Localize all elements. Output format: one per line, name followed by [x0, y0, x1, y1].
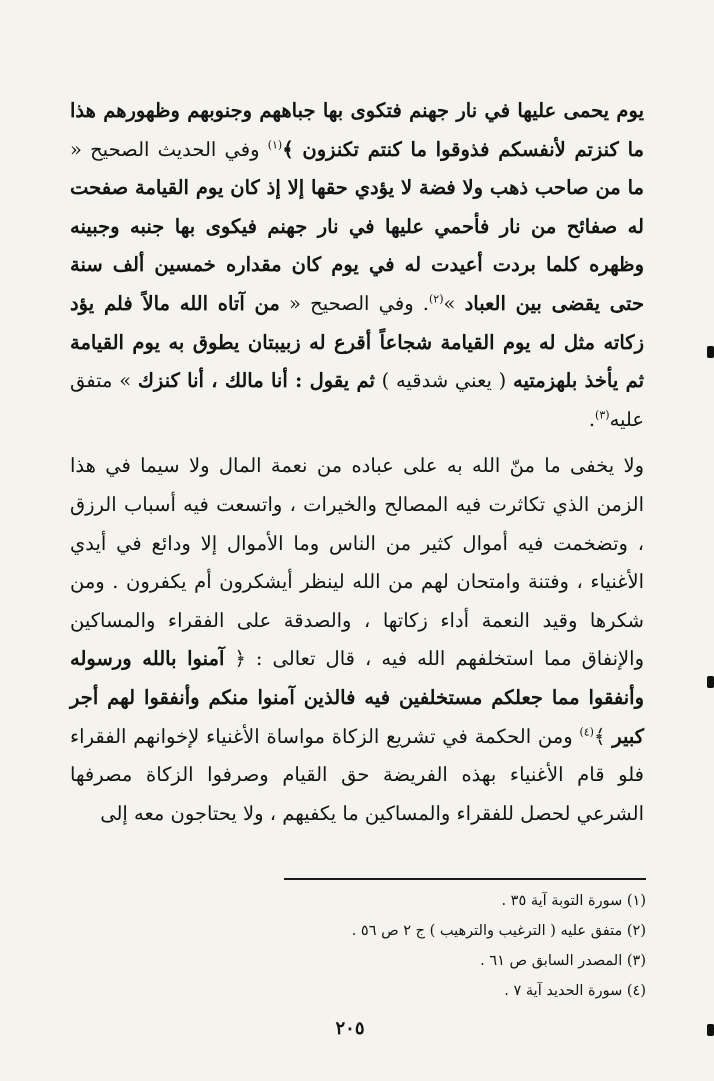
paragraph-2	[70, 447, 644, 833]
text-run: ﴾	[593, 724, 613, 748]
text-run: »	[443, 291, 465, 315]
footnote-2: (٢) متفق عليه ( الترغيب والترهيب ) ج ٢ ص ٥٦ .	[351, 923, 646, 939]
footnote-ref-3: (٣)	[595, 408, 610, 422]
text-run: . وفي الصحيح «	[279, 291, 429, 315]
scan-edge-mark	[707, 676, 714, 688]
footnote-ref-4: (٤)	[579, 725, 594, 738]
paragraph-1	[70, 92, 644, 439]
footnote-1: (١) سورة التوبة آية ٣٥ .	[501, 893, 646, 909]
footnotes	[260, 886, 646, 1006]
page-body	[70, 92, 644, 833]
quran-quote-1: يوم يحمى عليها في نار جهنم فتكوى بها جباههم وجنوبهم وظهورهم هذا ما كنزتم لأنفسكم فذوقوا ما كنتم تكنزون ﴾	[70, 99, 644, 161]
footnote-ref-2: (٢)	[429, 292, 444, 306]
text-run: ولا يخفى ما منّ الله به على عباده من نعمة المال ولا سيما في هذا الزمن الذي تكاثرت فيه المصالح والخيرات ، واتسعت فيه أسباب الرزق ، وتضخمت فيه أموال كثير من الناس وما الأموال إلا ودائع في أيدي الأغنياء ، وفتنة وامتحان لهم من الله لينظر أيشكرون أم يكفرون . ومن شكرها وقيد النعمة أداء زكاتها ، والصدقة على الفقراء والمساكين والإنفاق مما استخلفهم الله فيه ، قال تعالى : ﴿	[70, 454, 644, 671]
scan-edge-mark	[707, 346, 714, 358]
text-run: ومن الحكمة في تشريع الزكاة مواساة الأغنياء لإخوانهم الفقراء فلو قام الأغنياء بهذه الفريضة حق القيام وصرفوا الزكاة مصرفها الشرعي لحصل للفقراء والمساكين ما يكفيهم ، ولا يحتاجون معه إلى	[70, 724, 644, 825]
footnote-ref-1: (١)	[267, 138, 283, 152]
page-number: ٢٠٥	[335, 1018, 365, 1039]
hadith-quote-2-end: ثم يقول : أنا مالك ، أنا كنزك	[137, 369, 375, 393]
hadith-quote-2: من آتاه الله مالاً فلم يؤد زكاته مثل له يوم القيامة شجاعاً أقرع له زبيبتان يطوق به يوم القيامة ثم يأخذ بلهزمتيه	[70, 291, 644, 393]
scan-edge-mark	[707, 1024, 714, 1036]
text-run: » متفق عليه	[70, 369, 644, 431]
text-run: وفي الحديث الصحيح «	[70, 137, 268, 161]
quran-quote-2: آمنوا بالله ورسوله وأنفقوا مما جعلكم مستخلفين فيه فالذين آمنوا منكم وأنفقوا لهم أجر كبير	[70, 647, 644, 748]
text-run: .	[588, 407, 596, 431]
footnote-3: (٣) المصدر السابق ص ٦١ .	[480, 953, 646, 969]
footnote-separator	[284, 878, 646, 880]
hadith-quote-1: ما من صاحب ذهب ولا فضة لا يؤدي حقها إلا إذ كان يوم القيامة صفحت له صفائح من نار فأحمي عليها في نار جهنم فيكوى بها جنبه وجبينه وظهره كلما بردت أعيدت له في يوم كان مقداره خمسين ألف سنة حتى يقضى بين العباد	[70, 176, 644, 315]
footnote-4: (٤) سورة الحديد آية ٧ .	[504, 983, 646, 999]
text-run: ( يعني شدقيه )	[374, 369, 513, 393]
